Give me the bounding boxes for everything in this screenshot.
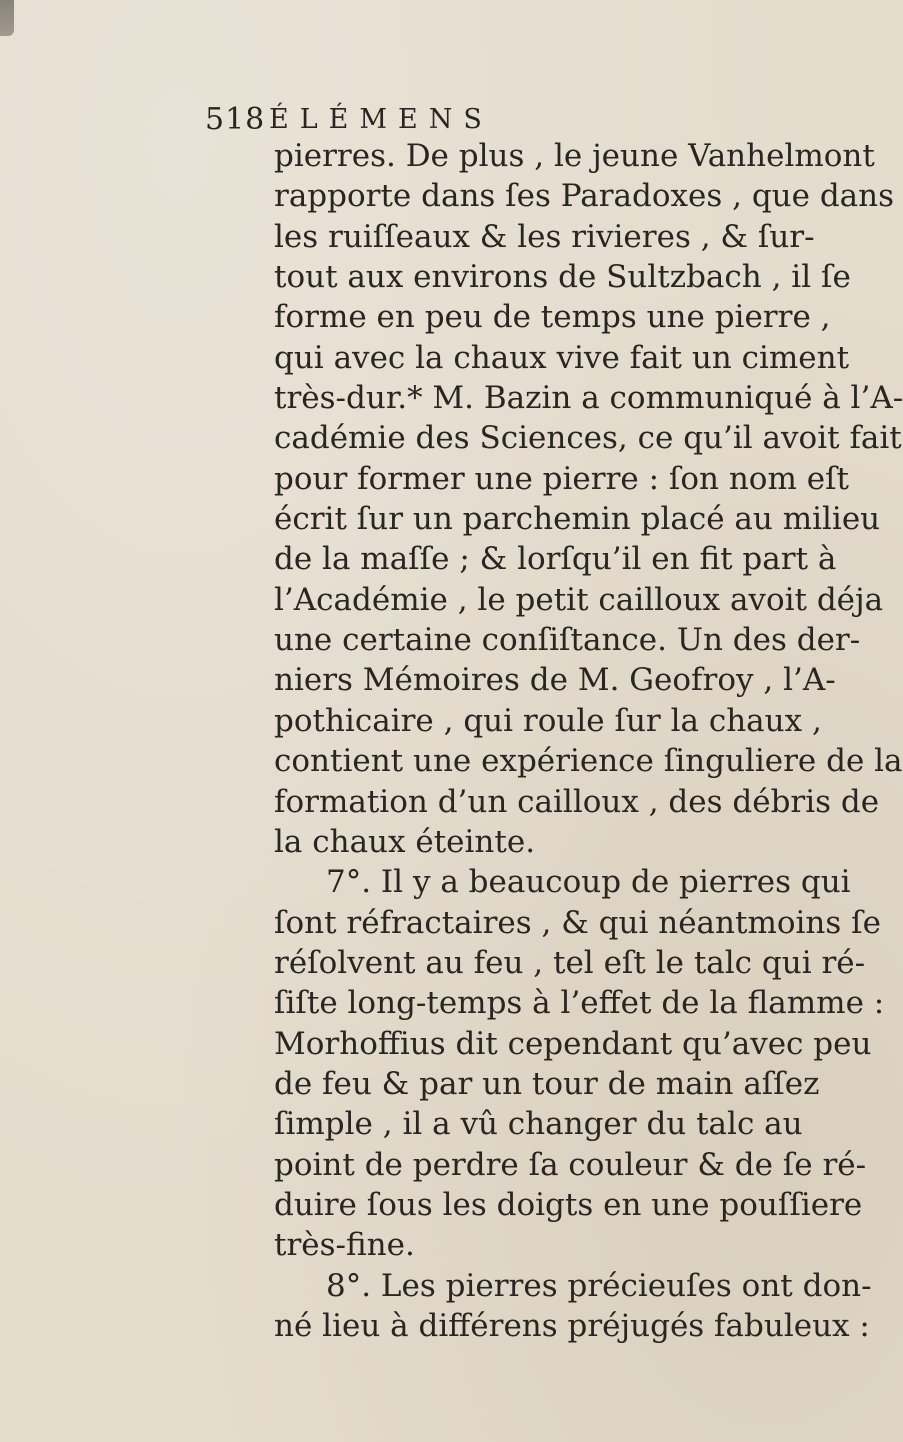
text-line: duire ſous les doigts en une pouſſiere	[274, 1186, 863, 1223]
text-line: l’Académie , le petit cailloux avoit déja	[274, 581, 884, 618]
paragraph-start-line: 8°. Les pierres précieuſes ont don-	[326, 1267, 872, 1304]
text-line: forme en peu de temps une pierre ,	[274, 299, 831, 336]
page-number: 518	[205, 102, 266, 137]
text-line: de la maſſe ; & lorſqu’il en fit part à	[274, 541, 837, 578]
text-line: ſiſte long-temps à l’effet de la flamme :	[274, 985, 885, 1022]
paragraph-start-line: 7°. Il y a beaucoup de pierres qui	[326, 864, 851, 901]
text-line: rapporte dans ſes Paradoxes , que dans	[274, 178, 895, 215]
text-line: formation d’un cailloux , des débris de	[274, 783, 880, 820]
text-line: écrit ſur un parchemin placé au milieu	[274, 501, 881, 538]
text-line: tout aux environs de Sultzbach , il ſe	[274, 259, 851, 296]
text-line: ſimple , il a vû changer du talc au	[274, 1106, 803, 1143]
text-line: réſolvent au feu , tel eſt le talc qui ré-	[274, 944, 866, 981]
text-line: pothicaire , qui roule ſur la chaux ,	[274, 702, 822, 739]
page-header	[205, 100, 675, 140]
text-line: point de perdre ſa couleur & de ſe ré-	[274, 1146, 867, 1183]
text-line: pour former une pierre : ſon nom eſt	[274, 460, 849, 497]
text-line: niers Mémoires de M. Geofroy , l’A-	[274, 662, 836, 699]
text-line: cadémie des Sciences, ce qu’il avoit fait	[274, 420, 902, 457]
text-line: né lieu à différens préjugés fabuleux :	[274, 1307, 870, 1344]
text-line: pierres. De plus , le jeune Vanhelmont	[274, 138, 875, 174]
text-line: ſont réfractaires , & qui néantmoins ſe	[274, 904, 881, 941]
text-line: de feu & par un tour de main aſſez	[274, 1065, 820, 1102]
running-title: ÉLÉMENS	[269, 104, 493, 135]
text-line: les ruiſſeaux & les rivieres , & ſur-	[274, 218, 815, 255]
text-line: une certaine conſiſtance. Un des der-	[274, 622, 861, 659]
page-edge-shadow	[0, 0, 14, 36]
text-line: contient une expérience ſinguliere de la	[274, 743, 903, 780]
paragraph-end-line: très-fine.	[274, 1227, 415, 1264]
paragraph-end-line: la chaux éteinte.	[274, 823, 536, 860]
text-line: Morhoffius dit cependant qu’avec peu	[274, 1025, 872, 1062]
body-text	[274, 136, 903, 1346]
text-line: qui avec la chaux vive fait un ciment	[274, 339, 850, 376]
text-line: très-dur.* M. Bazin a communiqué à l’A-	[274, 380, 903, 417]
